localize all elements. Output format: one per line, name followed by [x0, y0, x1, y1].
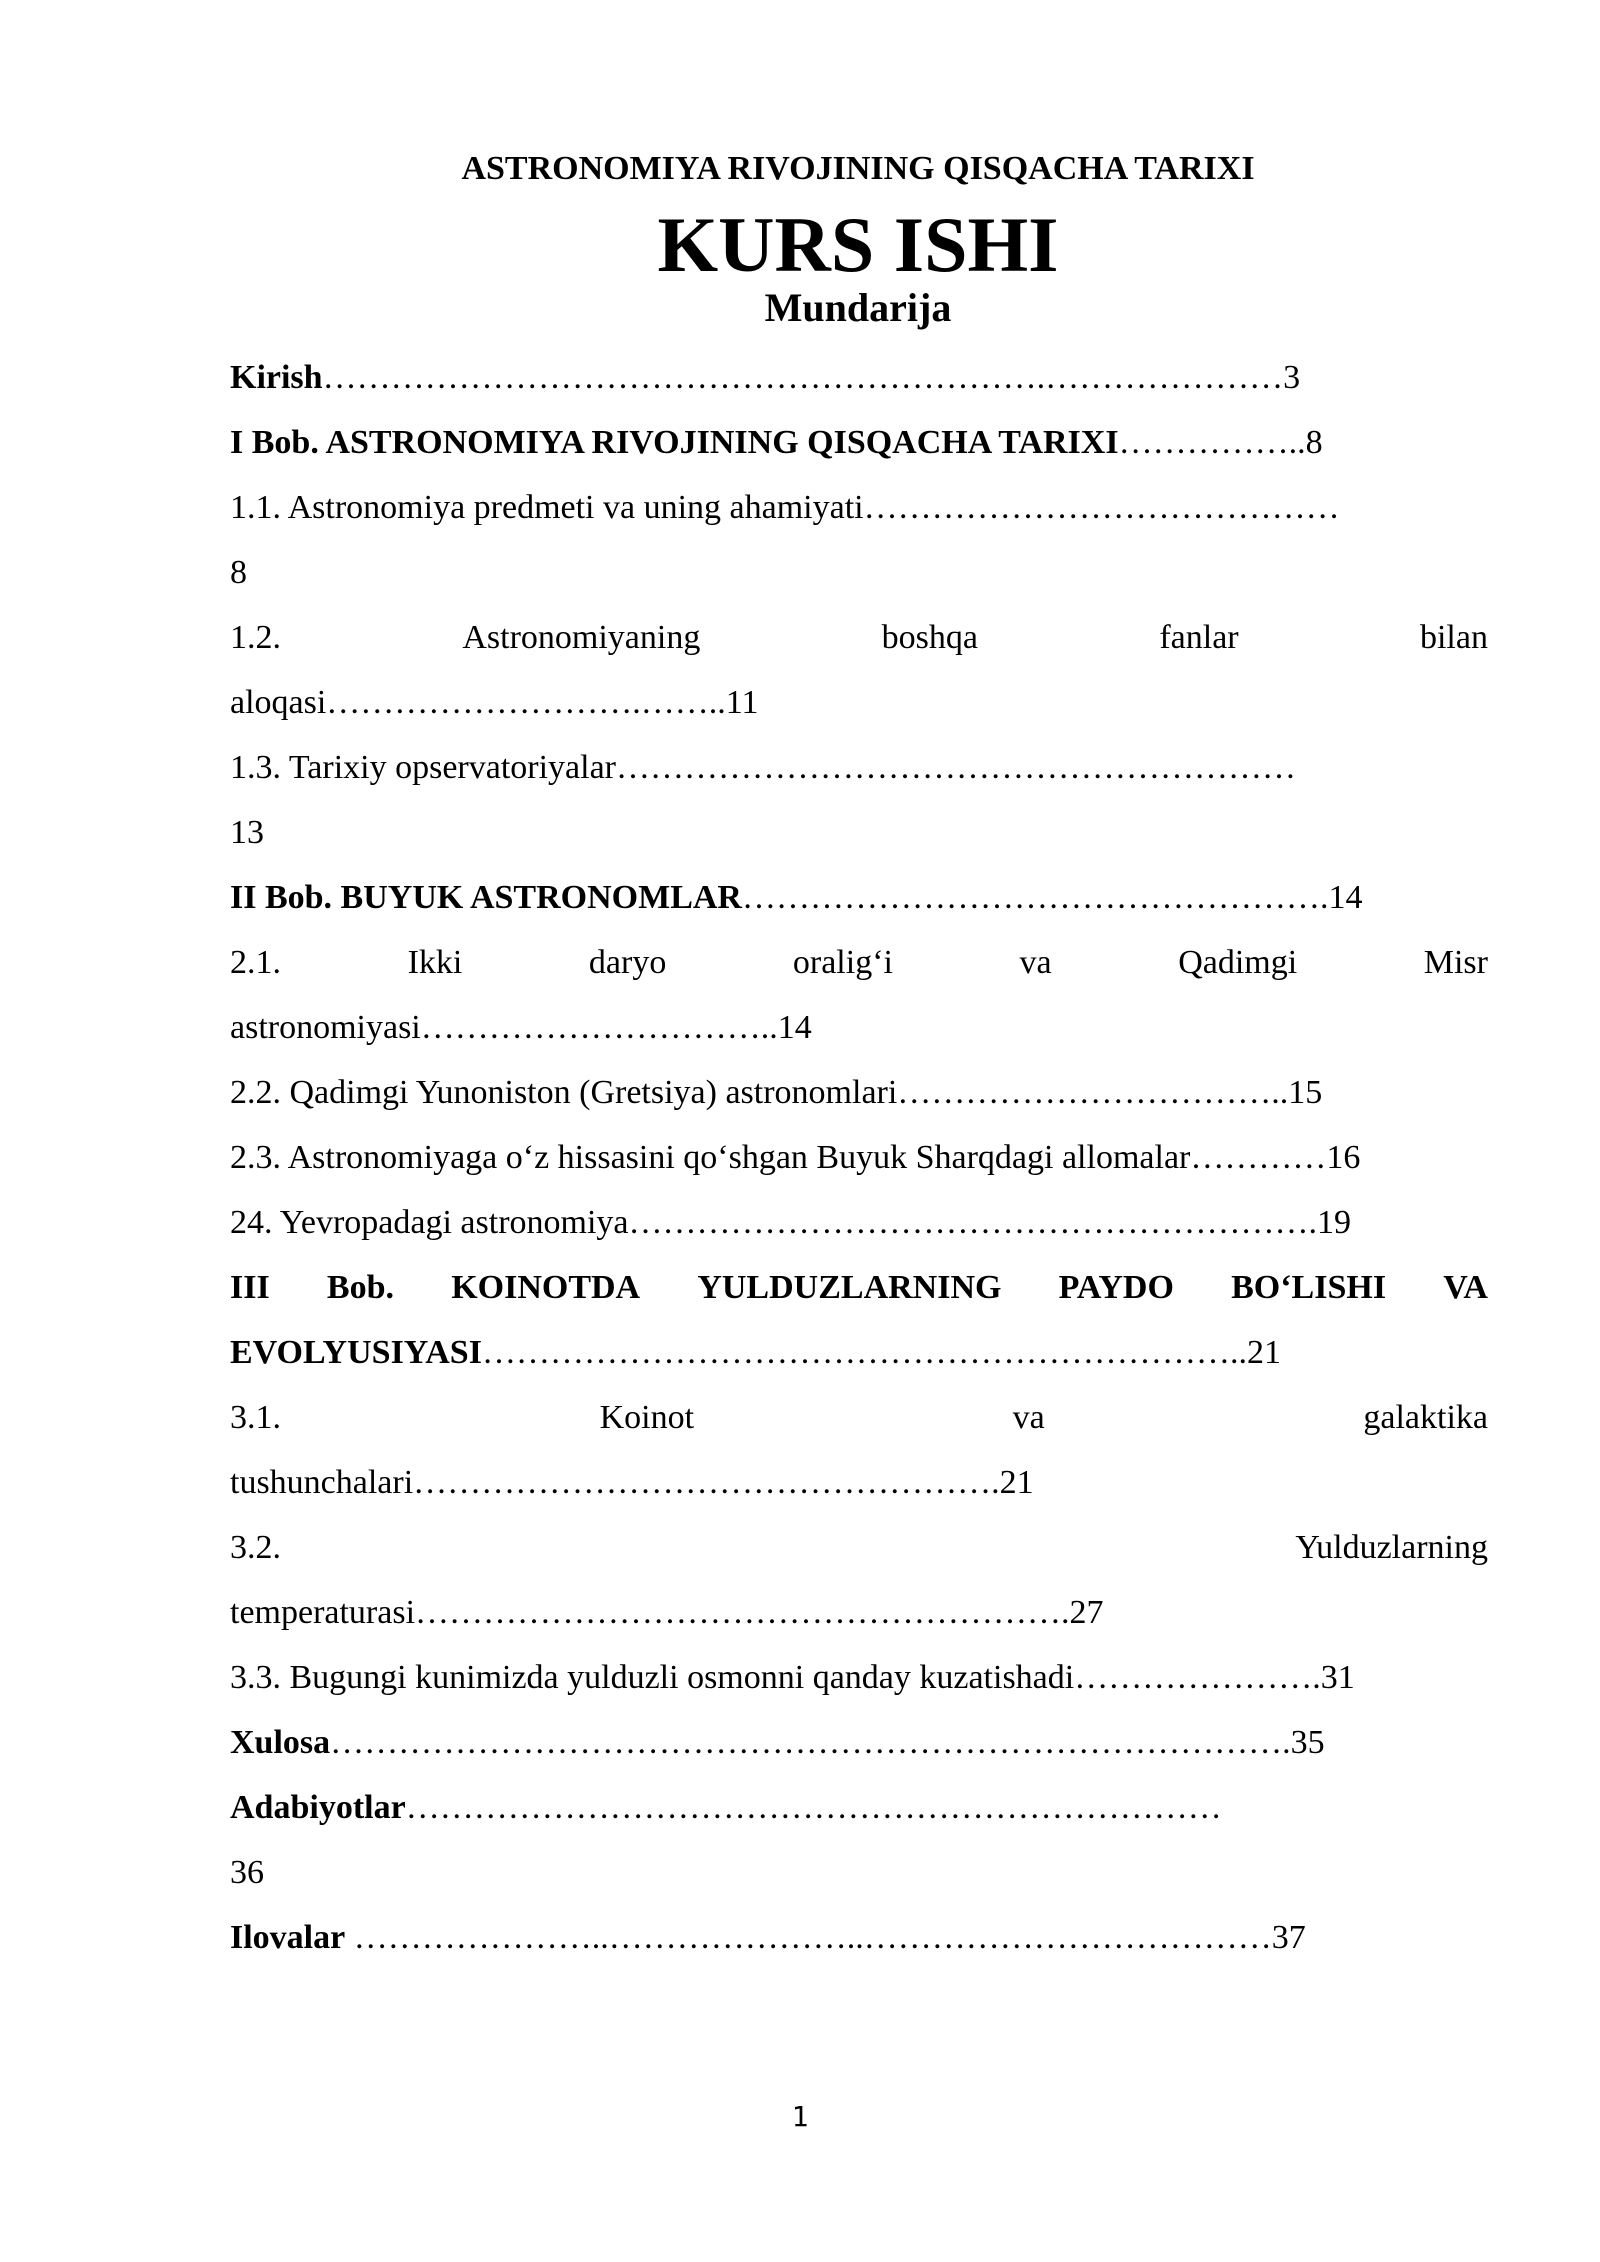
toc-word: VA	[1443, 1269, 1488, 1306]
toc-entry-leader: ……………………………………………………….…………………3	[322, 359, 1301, 396]
toc-word: Yulduzlarning	[1295, 1529, 1488, 1566]
toc-entry-1-2	[230, 605, 1488, 670]
toc-word: PAYDO	[1058, 1269, 1174, 1306]
page-number: 1	[791, 2100, 809, 2133]
toc-entry-1-1-page: 8	[230, 554, 247, 591]
table-of-contents	[230, 345, 1488, 1970]
toc-entry-1-1: 1.1. Astronomiya predmeti va uning ahamiyati……………………………………	[230, 489, 1340, 526]
toc-word: fanlar	[1159, 619, 1239, 656]
toc-word: Ikki	[407, 944, 463, 981]
toc-entry-3-2-continued: temperaturasi………………………………………………….27	[230, 1594, 1104, 1631]
toc-entry-chapter-2	[230, 865, 1488, 930]
toc-word: III	[230, 1269, 270, 1306]
toc-entry-label: Kirish	[230, 359, 323, 396]
toc-entry-3-1-continued: tushunchalari…………………………………………….21	[230, 1464, 1034, 1501]
document-title: KURS ISHI	[657, 201, 1059, 288]
toc-entry-2-1	[230, 930, 1488, 995]
document-subtitle: ASTRONOMIYA RIVOJINING QISQACHA TARIXI	[461, 150, 1255, 187]
toc-word: YULDUZLARNING	[697, 1269, 1002, 1306]
toc-entry-leader: ………………………………………………………………	[405, 1789, 1222, 1826]
toc-entry-3-1	[230, 1385, 1488, 1450]
toc-entry-1-2-continued: aloqasi……………………….……..11	[230, 684, 759, 721]
toc-entry-leader: ………………………………………………………………………….35	[330, 1724, 1325, 1761]
toc-entry-chapter-1	[230, 410, 1488, 475]
toc-word: bilan	[1419, 619, 1488, 656]
toc-word: Bob.	[326, 1269, 394, 1306]
toc-word: BO‘LISHI	[1231, 1269, 1387, 1306]
toc-entry-label: Adabiyotlar	[230, 1789, 406, 1826]
toc-entry-leader: ……………..8	[1118, 424, 1323, 461]
toc-entry-2-2: 2.2. Qadimgi Yunoniston (Gretsiya) astronomlari……………………………..15	[230, 1074, 1323, 1111]
toc-entry-leader: …………………………………………….14	[741, 879, 1363, 916]
toc-entry-adabiyotlar	[230, 1775, 1488, 1840]
toc-word: 3.2.	[230, 1529, 281, 1566]
toc-entry-adabiyotlar-page: 36	[230, 1854, 264, 1891]
toc-entry-2-1-continued: astronomiyasi…………………………..14	[230, 1009, 812, 1046]
toc-entry-label: Xulosa	[230, 1724, 331, 1761]
toc-word: Qadimgi	[1178, 944, 1298, 981]
toc-word: Misr	[1423, 944, 1488, 981]
toc-entry-label: I Bob. ASTRONOMIYA RIVOJINING QISQACHA TARIXI	[230, 424, 1119, 461]
toc-word: 1.2.	[230, 619, 281, 656]
toc-entry-1-3-page: 13	[230, 814, 264, 851]
toc-word: Astronomiyaning	[462, 619, 701, 656]
toc-entry-label: EVOLYUSIYASI	[230, 1334, 482, 1371]
toc-entry-xulosa	[230, 1710, 1488, 1775]
toc-entry-1-3: 1.3. Tarixiy opservatoriyalar……………………………………………………	[230, 749, 1296, 786]
toc-word: daryo	[588, 944, 667, 981]
toc-entry-3-2	[230, 1515, 1488, 1580]
toc-entry-3-3: 3.3. Bugungi kunimizda yulduzli osmonni qanday kuzatishadi………………….31	[230, 1659, 1355, 1696]
toc-word: galaktika	[1363, 1399, 1488, 1436]
toc-entry-kirish	[230, 345, 1488, 410]
toc-word: va	[1012, 1399, 1045, 1436]
toc-entry-chapter-3-continued	[230, 1320, 1488, 1385]
toc-entry-ilovalar	[230, 1905, 1488, 1970]
toc-word: oralig‘i	[792, 944, 893, 981]
toc-entry-label: Ilovalar	[230, 1919, 346, 1956]
toc-word: 2.1.	[230, 944, 281, 981]
toc-word: 3.1.	[230, 1399, 281, 1436]
contents-heading: Mundarija	[764, 285, 952, 330]
toc-entry-label: II Bob. BUYUK ASTRONOMLAR	[230, 879, 742, 916]
toc-word: KOINOTDA	[451, 1269, 641, 1306]
toc-word: Koinot	[599, 1399, 695, 1436]
toc-entry-leader: …………………..…………………..………………………………37	[345, 1919, 1306, 1956]
toc-entry-leader: …………………………………………………………..21	[481, 1334, 1281, 1371]
toc-entry-2-3: 2.3. Astronomiyaga o‘z hissasini qo‘shgan Buyuk Sharqdagi allomalar…………16	[230, 1139, 1361, 1176]
toc-entry-chapter-3	[230, 1255, 1488, 1320]
toc-word: boshqa	[881, 619, 978, 656]
toc-entry-2-4: 24. Yevropadagi astronomiya…………………………………………………….19	[230, 1204, 1352, 1241]
toc-word: va	[1019, 944, 1052, 981]
